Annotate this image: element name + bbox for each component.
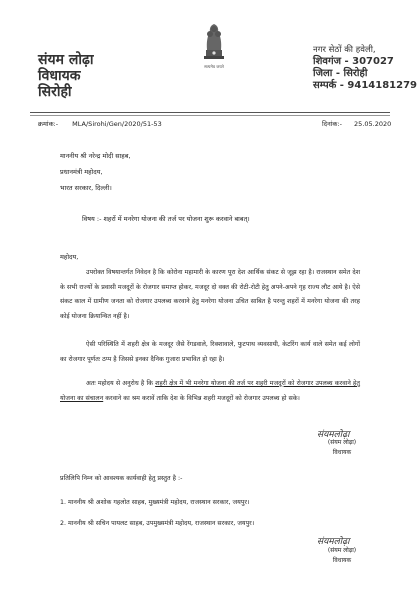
paragraph-3-start: अतः महोदय से अनुरोध है कि xyxy=(86,380,156,387)
reference-label: क्रमांक:- xyxy=(38,120,59,128)
signature-scribble: संयमलोढ़ा xyxy=(317,430,350,440)
paragraph-2-text: ऐसी परिस्थिति में शहरी क्षेत्र के मजदूर जैसे रेंगडवाले, रिक्शावाले, फुटपाथ व्यवसायी, केटरिंग कार्य वाले समेत कई लोगों का रोजगार पूर्णतः ठप्प है जिससे इनका दैनिक गुजारा प्रभावित हो रहा है। xyxy=(60,341,360,363)
addressee-line-2: प्रधानमंत्री महोदय, xyxy=(60,168,103,176)
address-line-2: शिवगंज - 307027 xyxy=(313,56,394,67)
reference-number xyxy=(38,119,162,128)
date-value: 25.05.2020 xyxy=(354,120,392,128)
reference-value: MLA/Sirohi/Gen/2020/51-53 xyxy=(72,120,162,128)
body-paragraph-3 xyxy=(60,377,360,406)
letterhead-left xyxy=(38,52,93,100)
copy-to-item-1: 1. माननीय श्री अशोक गहलोत साहब, मुख्यमंत्री महोदय, राजस्थान सरकार, जयपुर। xyxy=(60,499,250,506)
body-paragraph-2 xyxy=(60,338,360,367)
addressee-line-3: भारत सरकार, दिल्ली। xyxy=(60,184,112,192)
letterhead-right xyxy=(313,44,417,92)
mla-name: संयम लोढ़ा xyxy=(38,52,94,68)
signatory-name: (संयम लोढ़ा) xyxy=(327,439,357,446)
signature-block-2 xyxy=(312,546,372,566)
letter-date xyxy=(322,119,391,128)
letterhead-divider xyxy=(30,112,390,116)
signature-scribble-2: संयमलोढ़ा xyxy=(317,537,350,547)
signature-block xyxy=(312,438,372,458)
address-line-3: जिला - सिरोही xyxy=(313,68,368,79)
copy-to-item-2: 2. माननीय श्री सचिन पायलट साहब, उपमुख्यमंत्री महोदय, राजस्थान सरकार, जयपुर। xyxy=(60,520,255,527)
subject-line: विषय :- शहरों में मनरेगा योजना की तर्ज पर योजना शुरू करवाने बाबत्। xyxy=(82,215,250,223)
body-paragraph-1 xyxy=(60,266,360,324)
signatory-name-2: (संयम लोढ़ा) xyxy=(327,547,357,554)
address-line-1: नगर सेठों की हवेली, xyxy=(313,45,376,55)
paragraph-3-end: करवाने का श्रम करावें ताकि देश के विभिन्न शहरी मजदूरों को रोजगार उपलब्ध हो सके। xyxy=(103,394,300,402)
addressee-line-1: माननीय श्री नरेन्द्र मोदी साहब, xyxy=(60,152,131,160)
signatory-title: विधायक xyxy=(332,449,352,456)
paragraph-1-text: उपरोक्त विषयान्तर्गत निवेदन है कि कोरोना महामारी के कारण पूरा देश आर्थिक संकट से जूझ रहा है। राजस्थान समेत देश के सभी राज्यों के प्रवासी मजदूरों के रोजगार समाप्त होकर, मजदूर दो वक्त की रोटी-रोटी हेतु अपने-अपने गृह राज्य लौट आये है। ऐसे संकट काल में ग्रामीण जनता को रोजगार उपलब्ध करवाने हेतु मनरेगा योजना उचित साबित है परन्तु शहरों में मनरेगा योजना की तरह कोई योजना क्रियान्वित नहीं है। xyxy=(60,269,360,320)
signatory-title-2: विधायक xyxy=(332,557,352,564)
mla-constituency: सिरोही xyxy=(38,84,72,100)
national-emblem-icon xyxy=(200,20,228,66)
emblem-caption: सत्यमेव जयते xyxy=(204,64,224,69)
mla-designation: विधायक xyxy=(38,68,81,84)
addressee-block xyxy=(60,148,131,196)
date-label: दिनांक:- xyxy=(322,120,342,128)
copy-to-intro: प्रतिलिपि निम्न को आवश्यक कार्यवाही हेतु प्रस्तुत है :- xyxy=(60,475,183,482)
contact-number: सम्पर्क - 9414181279 xyxy=(313,80,418,91)
paragraph-3-underlined: शहरी क्षेत्र में भी मनरेगा योजना की तर्ज पर शहरी मजदूरों को रोजगार उपलब्ध करवाने हेतु योजना का संचालन xyxy=(60,380,360,402)
salutation: महोदय, xyxy=(60,253,79,261)
